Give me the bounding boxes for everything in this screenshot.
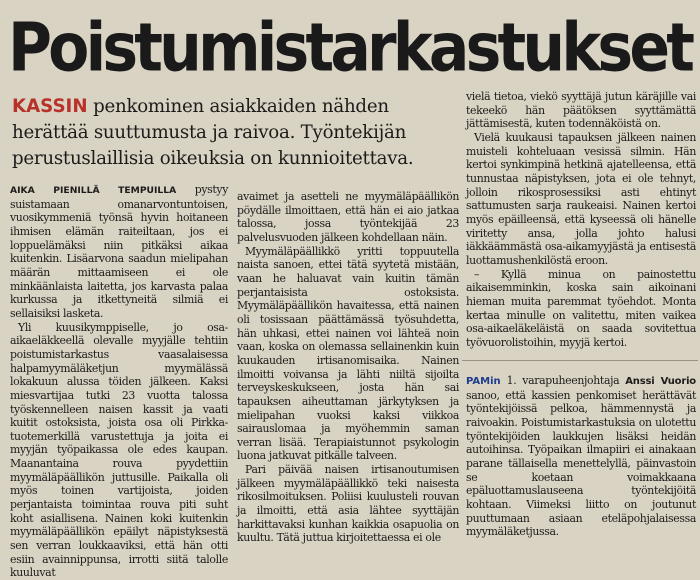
column-3-paragraph-1: vielä tietoa, viekö syyttäjä jutun käräjille vai tekeekö hän päätöksen syyttämättä jättämisestä, kuten todennäköistä on. bbox=[466, 90, 696, 131]
column-3-paragraph-2: Vielä kuukausi tapauksen jälkeen nainen muisteli kohteluaan vesissä silmin. Hän kertoi synkimpinä hetkinä ajatelleensa, että tunnustaa näpistyksen, jota ei ole tehnyt, jolloin rikosprosessiksi asti ehtinyt sattumusten sarja raukeaisi. Nainen kertoi myös epäilleensä, että kyseessä oli hänelle viritetty ansa, jolla johto halusi iäkkäämmästä osa-aikamyyjästä ja entisestä luottamushenkilöstä eroon. bbox=[466, 130, 696, 267]
column-3 bbox=[466, 90, 696, 349]
subheading: AIKA PIENILLÄ TEMPUILLA bbox=[10, 185, 177, 196]
column-3-paragraph-3: – Kyllä minua on painostettu aikaisemminkin, koska sain aikoinani hieman muita paremmat työehdot. Monta kertaa minulle on valitettu, miten vaikea osa-aikaeläkeläistä on saada sovitettua työvuorolistoihin, myyjä kertoi. bbox=[466, 267, 696, 349]
column-1 bbox=[10, 183, 228, 580]
column-1-text-1: pystyy suistamaan omanarvontuntoisen, vuosikymmeniä työnsä hyvin hoitaneen ihmisen elämän raiteiltaan, jos ei loppuelämäksi niin pitkäksi aikaa kuitenkin. Lisäarvona saadun mielipahan määrän mittaamiseen ei ole minkäänlaista laitetta, jos karvasta palaa kurkussa ja itkettyneitä silmiä ei sellaisiksi lasketa. bbox=[10, 183, 228, 320]
column-3-union-section bbox=[466, 374, 696, 539]
union-tag: PAMin bbox=[466, 376, 501, 387]
column-1-paragraph-1 bbox=[10, 183, 228, 321]
union-paragraph bbox=[466, 374, 696, 539]
union-text: sanoo, että kassien penkomiset herättävät työntekijöissä pelkoa, hämmennystä ja raivoakin. Poistumistarkastuksia on ulotettu työntekijöiden laukkujen lisäksi heidän autoihinsa. Työpaikan ilmapiiri ei ainakaan parane tällaisella menettelyllä, päinvastoin se koetaan voimakkaana epäluottamuslauseena työntekijöitä kohtaan. Viimeksi liitto on joutunut puuttumaan asiaan eteläpohjalaisessa myymäläketjussa. bbox=[466, 388, 696, 539]
section-divider bbox=[462, 360, 698, 361]
column-2-paragraph-2: Myymäläpäällikkö yritti toppuutella naista sanoen, ettei tätä syytetä mistään, vaan he haluavat vain kuitin tämän perjantaisista ostoksista. Myymäläpäällikön havaitessa, että nainen oli tosissaan päättämässä työsuhdetta, hän uhkasi, ettei nainen voi lähteä noin vaan, koska on olemassa sellainenkin kuin kuukauden irtisanomisaika. Nainen ilmoitti voivansa ja lähti niiltä sijoilta terveyskeskukseen, josta hän sai tapauksen aiheuttaman järkytyksen ja mielipahan vuoksi kaksi viikkoa sairauslomaa ja myöhemmin saman verran lisää. Terapiaistunnot psykologin luona jatkuvat pitkälle talveen. bbox=[237, 244, 459, 463]
column-2-paragraph-3: Pari päivää naisen irtisanoutumisen jälkeen myymäläpäällikkö teki naisesta rikosilmoituksen. Poliisi kuulusteli rouvan ja ilmoitti, että asia lähtee syyttäjän harkittavaksi kunhan kaikkia osapuolia on kuultu. Tätä juttua kirjoitettaessa ei ole bbox=[237, 463, 459, 545]
column-2-paragraph-1: avaimet ja asetteli ne myymäläpäällikön pöydälle ilmoittaen, että hän ei aio jatkaa talossa, jossa työntekijää 23 palvelusvuoden jälkeen kohdellaan näin. bbox=[237, 190, 459, 244]
column-1-paragraph-2: Yli kuusikymppiselle, jo osa-aikaeläkkeellä olevalle myyjälle tehtiin poistumistarkastus vaasalaisessa halpamyymäläketjun myymälässä lokakuun alussa töiden jälkeen. Kaksi miesvartijaa tutki 23 vuotta talossa työskennelleen naisen kassit ja vaati kuitit ostoksista, joista osa oli Pirkka-tuotemerkillä varustettuja ja joita ei myyjän työpaikassa ole edes kaupan. Maanantaina rouva pyydettiin myymäläpäällikön juttusille. Paikalla oli myös toinen vartijoista, joiden perjantaista toimintaa rouva piti suht koht asiallisena. Nainen koki kuitenkin myymäläpäällikön epäilyt näpistyksestä sen verran loukkaaviksi, että hän otti esiin avainnippunsa, irrotti siitä talolle kuuluvat bbox=[10, 320, 228, 580]
lead-paragraph bbox=[12, 94, 460, 172]
union-person-name: Anssi Vuorio bbox=[625, 376, 696, 387]
column-2 bbox=[237, 190, 459, 545]
lead-keyword: KASSIN bbox=[12, 96, 88, 117]
union-title: 1. varapuheenjohtaja bbox=[506, 374, 620, 387]
lead-text: penkominen asiakkaiden nähden herättää suuttumusta ja raivoa. Työntekijän perustuslaillisia oikeuksia on kunnioitettava. bbox=[12, 96, 414, 169]
headline: Poistumistarkastukset bbox=[8, 8, 692, 88]
